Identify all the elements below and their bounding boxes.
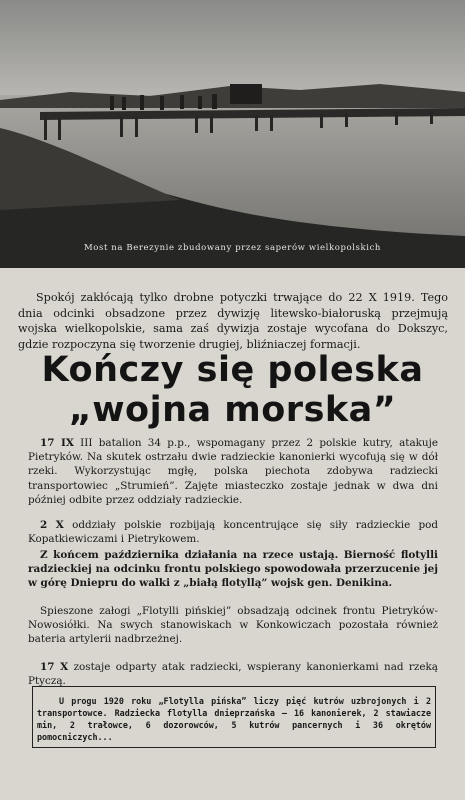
entry-date: 17 IX — [40, 437, 74, 449]
photo-caption: Most na Berezynie zbudowany przez saperów wielkopolskich — [84, 243, 381, 253]
entry-17-x — [28, 660, 438, 688]
headline — [0, 350, 465, 430]
intro-paragraph: Spokój zakłócają tylko drobne potyczki trwające do 22 X 1919. Tego dnia odcinki obsadzone przez dywizję litewsko-białoruską przejmują wojska wielkopolskie, sama zaś dywizja zostaje wycofana do Dokszyc, gdzie rozpoczyna się tworzenie drugiej, bliźniaczej formacji. — [18, 291, 448, 351]
entry-text: III batalion 34 p.p., wspomagany przez 2 polskie kutry, atakuje Pietryków. Na skutek ostrzału dwie radzieckie kanonierki wycofują się w dół rzeki. Wykorzystując mgłę, polska piechota zdobywa radziecki transportowiec „Strumień”. Zajęte miasteczko zostaje jednak w dwa dni później odbite przez oddziały radzieckie. — [28, 437, 438, 506]
entry-2-x — [28, 518, 438, 546]
bridge-photo — [0, 0, 465, 268]
bold-paragraph: Z końcem października działania na rzece ustają. Bierność flotylli radzieckiej na odcinku frontu polskiego spowodowała przerzucenie jej w górę Dniepru do walki z „białą flotyllą” wojsk gen. Denikina. — [28, 549, 438, 590]
pinsk-paragraph: Spieszone załogi „Flotylli pińskiej” obsadzają odcinek frontu Pietryków-Nowosiółki. Na swych stanowiskach w Konkowiczach pozostała również bateria artylerii nadbrzeżnej. — [28, 605, 438, 646]
entry-text: oddziały polskie rozbijają koncentrujące się siły radzieckie pod Kopatkiewiczami i Pietrykowem. — [28, 519, 438, 546]
headline-line-1: Kończy się poleska — [41, 350, 424, 390]
info-box — [32, 686, 436, 748]
bridge-photo-image — [0, 0, 465, 268]
entry-17-ix — [28, 436, 438, 507]
entry-date: 17 X — [40, 661, 69, 673]
entry-text: zostaje odparty atak radziecki, wspierany kanonierkami nad rzeką Ptyczą. — [28, 661, 438, 688]
headline-line-2: „wojna morska” — [68, 390, 397, 430]
info-box-text: U progu 1920 roku „Flotylla pińska” liczy pięć kutrów uzbrojonych i 2 transportowce. Radziecka flotylla dnieprzańska — 16 kanonierek, 2 stawiacze min, 2 trałowce, 6 dozorowców, 5 kutrów pancernych i 36 okrętów pomocniczych... — [37, 696, 431, 742]
entry-date: 2 X — [40, 519, 64, 531]
